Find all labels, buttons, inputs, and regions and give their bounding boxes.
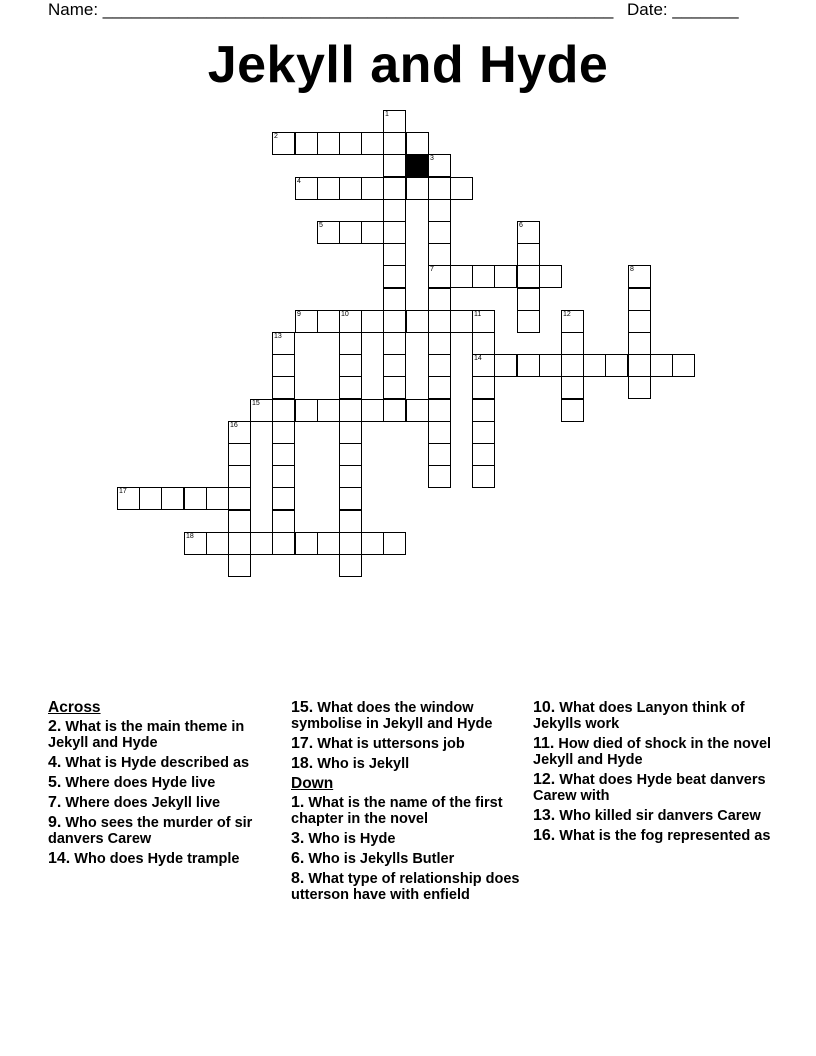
clue-down-10: 10. What does Lanyon think of Jekylls work [533, 699, 745, 732]
grid-cell[interactable] [561, 354, 584, 377]
cell-number: 17 [119, 488, 127, 495]
grid-cell[interactable] [383, 399, 406, 422]
grid-cell[interactable] [295, 310, 318, 333]
grid-cell[interactable] [517, 354, 540, 377]
grid-cell[interactable] [250, 532, 273, 555]
grid-cell[interactable] [383, 177, 406, 200]
name-field-label: Name: ______________________________________________________ [48, 0, 614, 19]
grid-cell[interactable] [428, 221, 451, 244]
grid-cell[interactable] [339, 443, 362, 466]
grid-cell[interactable] [383, 154, 406, 177]
grid-cell[interactable] [272, 132, 295, 155]
grid-cell[interactable] [272, 487, 295, 510]
clue-down-12: 12. What does Hyde beat danvers Carew with [533, 771, 766, 804]
grid-cell[interactable] [472, 465, 495, 488]
grid-cell[interactable] [428, 243, 451, 266]
grid-cell[interactable] [228, 532, 251, 555]
clue-across-2: 2. What is the main theme in Jekyll and Hyde [48, 718, 245, 751]
grid-cell[interactable] [383, 532, 406, 555]
grid-cell[interactable] [383, 265, 406, 288]
grid-cell[interactable] [339, 132, 362, 155]
down-heading: Down [291, 775, 334, 792]
grid-cell[interactable] [339, 421, 362, 444]
grid-cell[interactable] [583, 354, 606, 377]
grid-cell[interactable] [450, 177, 473, 200]
grid-cell[interactable] [339, 221, 362, 244]
clue-down-11: 11. How died of shock in the novel Jekyll and Hyde [533, 735, 772, 768]
across-heading: Across [48, 699, 101, 716]
cell-number: 7 [430, 266, 434, 273]
grid-cell[interactable] [605, 354, 628, 377]
grid-cell[interactable] [628, 354, 651, 377]
grid-cell[interactable] [472, 310, 495, 333]
grid-cell[interactable] [517, 310, 540, 333]
clue-down-13: 13. Who killed sir danvers Carew [533, 807, 761, 824]
grid-cell[interactable] [339, 510, 362, 533]
grid-cell[interactable] [317, 221, 340, 244]
grid-cell[interactable] [472, 399, 495, 422]
grid-cell[interactable] [383, 221, 406, 244]
grid-cell[interactable] [361, 532, 384, 555]
cell-number: 10 [341, 311, 349, 318]
clue-across-9: 9. Who sees the murder of sir danvers Carew [48, 814, 253, 847]
grid-cell[interactable] [428, 465, 451, 488]
grid-cell[interactable] [428, 443, 451, 466]
grid-cell[interactable] [539, 354, 562, 377]
grid-cell[interactable] [406, 132, 429, 155]
clue-across-17: 17. What is uttersons job [291, 735, 465, 752]
clue-across-7: 7. Where does Jekyll live [48, 794, 221, 811]
clue-down-16: 16. What is the fog represented as [533, 827, 771, 844]
grid-cell[interactable] [628, 310, 651, 333]
clue-across-4: 4. What is Hyde described as [48, 754, 250, 771]
clue-across-15: 15. What does the window symbolise in Jekyll and Hyde [291, 699, 493, 732]
grid-cell[interactable] [472, 421, 495, 444]
cell-number: 16 [230, 422, 238, 429]
cell-number: 8 [630, 266, 634, 273]
grid-cell[interactable] [228, 465, 251, 488]
grid-cell[interactable] [339, 332, 362, 355]
cell-number: 18 [186, 533, 194, 540]
grid-cell[interactable] [517, 221, 540, 244]
clue-down-6: 6. Who is Jekylls Butler [291, 850, 455, 867]
grid-cell[interactable] [517, 265, 540, 288]
grid-cell[interactable] [317, 177, 340, 200]
grid-cell[interactable] [472, 265, 495, 288]
grid-cell[interactable] [428, 310, 451, 333]
grid-cell[interactable] [139, 487, 162, 510]
grid-cell[interactable] [361, 399, 384, 422]
grid-cell[interactable] [339, 376, 362, 399]
grid-cell[interactable] [428, 376, 451, 399]
grid-cell[interactable] [272, 510, 295, 533]
grid-cell[interactable] [184, 532, 207, 555]
grid-cell[interactable] [539, 265, 562, 288]
grid-cell[interactable] [628, 288, 651, 311]
cell-number: 11 [474, 311, 482, 318]
cell-number: 4 [297, 178, 301, 185]
grid-cell[interactable] [428, 399, 451, 422]
grid-cell[interactable] [428, 265, 451, 288]
grid-cell[interactable] [383, 310, 406, 333]
grid-cell[interactable] [428, 154, 451, 177]
grid-cell[interactable] [339, 465, 362, 488]
grid-cell[interactable] [628, 265, 651, 288]
grid-cell[interactable] [383, 110, 406, 133]
clues-column-3 [533, 700, 773, 848]
grid-cell[interactable] [317, 132, 340, 155]
grid-cell[interactable] [272, 376, 295, 399]
grid-cell[interactable] [161, 487, 184, 510]
grid-cell[interactable] [339, 399, 362, 422]
grid-cell[interactable] [272, 332, 295, 355]
grid-cell[interactable] [628, 332, 651, 355]
clue-down-3: 3. Who is Hyde [291, 830, 396, 847]
grid-cell[interactable] [272, 421, 295, 444]
grid-cell[interactable] [428, 177, 451, 200]
grid-cell[interactable] [228, 510, 251, 533]
grid-cell[interactable] [361, 221, 384, 244]
grid-cell[interactable] [228, 487, 251, 510]
grid-cell[interactable] [339, 487, 362, 510]
grid-cell[interactable] [472, 376, 495, 399]
grid-cell[interactable] [228, 554, 251, 577]
cell-number: 2 [274, 133, 278, 140]
grid-cell[interactable] [561, 332, 584, 355]
grid-cell[interactable] [428, 199, 451, 222]
grid-cell[interactable] [272, 354, 295, 377]
grid-cell[interactable] [339, 532, 362, 555]
grid-cell[interactable] [517, 243, 540, 266]
grid-cell[interactable] [272, 465, 295, 488]
grid-cell[interactable] [561, 376, 584, 399]
grid-cell[interactable] [361, 132, 384, 155]
clue-down-1: 1. What is the name of the first chapter in the novel [291, 794, 503, 827]
grid-cell[interactable] [295, 532, 318, 555]
grid-cell[interactable] [339, 554, 362, 577]
grid-cell[interactable] [295, 399, 318, 422]
grid-cell[interactable] [383, 199, 406, 222]
grid-cell[interactable] [361, 310, 384, 333]
cell-number: 14 [474, 355, 482, 362]
grid-cell[interactable] [206, 487, 229, 510]
grid-cell[interactable] [339, 310, 362, 333]
grid-cell[interactable] [117, 487, 140, 510]
grid-cell[interactable] [250, 399, 273, 422]
grid-cell[interactable] [428, 354, 451, 377]
grid-cell[interactable] [628, 376, 651, 399]
date-field-label: Date: _______ [627, 0, 739, 19]
clue-across-14: 14. Who does Hyde trample [48, 850, 240, 867]
grid-cell[interactable] [383, 288, 406, 311]
grid-cell[interactable] [561, 399, 584, 422]
grid-cell[interactable] [472, 443, 495, 466]
clue-across-18: 18. Who is Jekyll [291, 755, 410, 772]
clue-across-5: 5. Where does Hyde live [48, 774, 216, 791]
grid-cell[interactable] [339, 177, 362, 200]
grid-cell[interactable] [517, 288, 540, 311]
grid-cell[interactable] [672, 354, 695, 377]
cell-number: 9 [297, 311, 301, 318]
clue-down-8: 8. What type of relationship does utterson have with enfield [291, 870, 520, 903]
grid-cell[interactable] [494, 265, 517, 288]
cell-number: 1 [385, 111, 389, 118]
grid-cell[interactable] [206, 532, 229, 555]
grid-cell[interactable] [317, 310, 340, 333]
grid-black-cell [406, 154, 429, 177]
grid-cell[interactable] [383, 376, 406, 399]
cell-number: 5 [319, 222, 323, 229]
grid-cell[interactable] [383, 132, 406, 155]
grid-cell[interactable] [450, 310, 473, 333]
cell-number: 15 [252, 400, 260, 407]
grid-cell[interactable] [450, 265, 473, 288]
grid-cell[interactable] [317, 532, 340, 555]
grid-cell[interactable] [406, 310, 429, 333]
grid-cell[interactable] [228, 421, 251, 444]
grid-cell[interactable] [383, 332, 406, 355]
cell-number: 6 [519, 222, 523, 229]
grid-cell[interactable] [406, 177, 429, 200]
grid-cell[interactable] [650, 354, 673, 377]
grid-cell[interactable] [272, 443, 295, 466]
grid-cell[interactable] [228, 443, 251, 466]
grid-cell[interactable] [317, 399, 340, 422]
grid-cell[interactable] [472, 354, 495, 377]
grid-cell[interactable] [184, 487, 207, 510]
grid-cell[interactable] [428, 288, 451, 311]
grid-cell[interactable] [428, 421, 451, 444]
grid-cell[interactable] [272, 532, 295, 555]
cell-number: 3 [430, 155, 434, 162]
grid-cell[interactable] [361, 177, 384, 200]
clues-column-2 [291, 700, 531, 907]
grid-cell[interactable] [383, 354, 406, 377]
grid-cell[interactable] [494, 354, 517, 377]
grid-cell[interactable] [295, 177, 318, 200]
grid-cell[interactable] [428, 332, 451, 355]
grid-cell[interactable] [339, 354, 362, 377]
cell-number: 13 [274, 333, 282, 340]
grid-cell[interactable] [561, 310, 584, 333]
grid-cell[interactable] [383, 243, 406, 266]
puzzle-title: Jekyll and Hyde [207, 36, 609, 94]
cell-number: 12 [563, 311, 571, 318]
grid-cell[interactable] [472, 332, 495, 355]
clues-column-1 [48, 700, 283, 871]
grid-cell[interactable] [272, 399, 295, 422]
grid-cell[interactable] [406, 399, 429, 422]
grid-cell[interactable] [295, 132, 318, 155]
